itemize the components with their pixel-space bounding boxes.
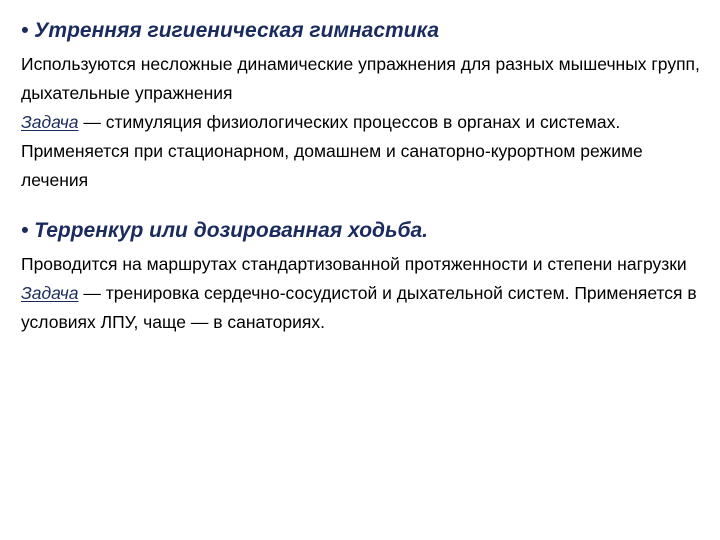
section-description: Используются несложные динамические упражнения для разных мышечных групп, дыхательные упражнения bbox=[21, 54, 700, 103]
task-link[interactable]: Задача bbox=[21, 112, 79, 132]
task-text: — тренировка сердечно-сосудистой и дыхательной систем. Применяется в условиях ЛПУ, чаще — в санаториях. bbox=[21, 283, 697, 332]
section-morning-gymnastics bbox=[21, 16, 700, 195]
section-heading: • Утренняя гигиеническая гимнастика bbox=[21, 19, 440, 42]
section-description: Проводится на маршрутах стандартизованной протяженности и степени нагрузки bbox=[21, 254, 687, 274]
section-terrenkur bbox=[21, 216, 700, 337]
section-task bbox=[21, 108, 700, 195]
task-link[interactable]: Задача bbox=[21, 283, 79, 303]
section-heading: • Терренкур или дозированная ходьба. bbox=[21, 219, 428, 242]
section-task bbox=[21, 279, 700, 337]
task-text: — стимуляция физиологических процессов в органах и системах. Применяется при стационарном, домашнем и санаторно-курортном режиме лечения bbox=[21, 112, 643, 190]
